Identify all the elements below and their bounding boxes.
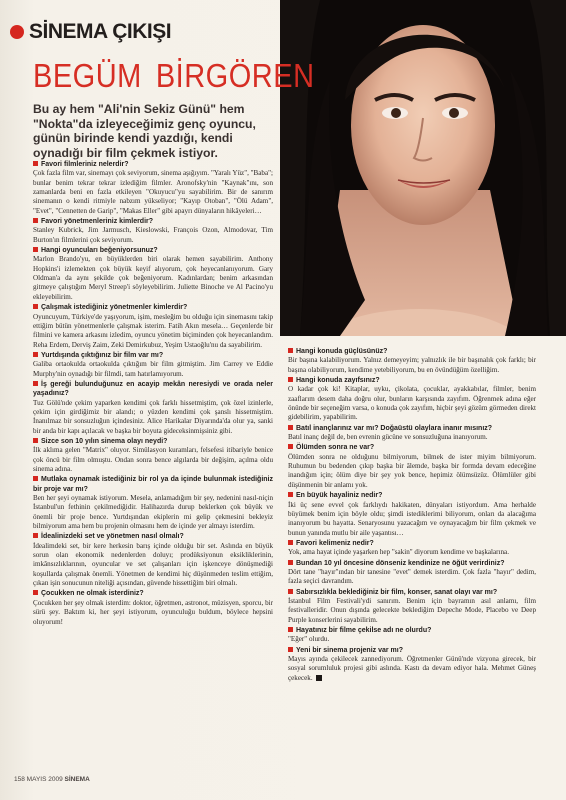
page-number: 158	[14, 776, 25, 783]
left-column	[33, 159, 273, 627]
answer: Oyuncuyum, Türkiye'de yaşıyorum, işim, mesleğim bu olduğu için sinemasını takip ettiğim bütün yönetmenlerle çalışmak isterim. Fatih Akın mesela… Geçenlerde bir filmini ve kamera arkasını izledim, oyuncu yönetim biçiminden çok heyecanlandım. Reha Erdem, Derviş Zaim, Zeki Demirkubuz, Yeşim Ustaoğlu'nu da sayabilirim.	[33, 312, 273, 349]
question: İdealinizdeki set ve yönetmen nasıl olmalı?	[33, 532, 273, 541]
magazine-name: SİNEMA	[64, 776, 90, 783]
last-name: BİRGÖREN	[155, 58, 315, 95]
question: Favori filmleriniz nelerdir?	[33, 160, 273, 169]
answer: Marlon Brando'yu, en büyüklerden biri olarak hemen sayabilirim. Anthony Hopkins'i izlemekten çok büyük keyif alıyorum, çok heyecanlanıyorum. Gary Oldman'a da aynı şekilde çok beğeniyorum. Kadınlardan; benim arkasından gitmeye çalıştığım Meryl Streep'i söyleyebilirim. Juliette Binoche ve Al Pacino'yu ekleyebilirim.	[33, 255, 273, 301]
answer: Tuz Gölü'nde çekim yaparken kendimi çok farklı hissetmiştim, çok özel izinlerle, çekim için girdiğimiz bir alandı; o yüzden kendimi çok şanslı hissetmiştim. İnanılmaz bir sonsuzluğun içindesiniz. Alice Harikalar Diyarında'da olur ya, sanki bir anda bir kapı açılacak ve başka bir boyuta gideceksinmişsiniz gibi.	[33, 398, 273, 435]
question: Hangi konuda zayıfsınız?	[288, 376, 536, 385]
answer: O kadar çok ki! Kitaplar, uyku, çikolata, çocuklar, ayakkabılar, filmler, benim zaaflarım desem daha doğru olur, bunların karşısında zayıfım. Öğrenmek adına eğer önünde bir seçeneğim varsa, o konuda çok zayıfım, hiçbir şeyi gözüm görmeden direkt gidebilirim, yapabilirim.	[288, 385, 536, 422]
question: Çocukken ne olmak isterdiniz?	[33, 589, 273, 598]
answer: Ben her şeyi oynamak istiyorum. Mesela, anlamadığım bir şey, nedenini nasıl-niçin İstanbul'un fethinin çekilmediğidir. Halihazırda durup beklerken çok büyük ve önemli bir proje bence. Yurtdışından ekiplerin mi gelip çekmesini bekleyiz bilmiyorum ama hem bu projenin olmasını hem de içinde yer almayı isterdim.	[33, 494, 273, 531]
intro-paragraph: Bu ay hem "Ali'nin Sekiz Günü" hem "Nokta"da izleyeceğimiz genç oyuncu, günün birinde kendi yazdığı, kendi oynadığı bir film çekmek istiyor.	[33, 102, 256, 160]
question: Hayatınız bir filme çekilse adı ne olurdu?	[288, 626, 536, 635]
question: Mutlaka oynamak istediğiniz bir rol ya da içinde bulunmak istediğiniz bir proje var mı?	[33, 476, 273, 493]
question: Batıl inançlarınız var mı? Doğaüstü olaylara inanır mısınız?	[288, 424, 536, 433]
answer: "Eğer" olurdu.	[288, 635, 330, 644]
first-name: BEGÜM	[33, 58, 142, 95]
issue-date: MAYIS 2009	[26, 776, 63, 783]
question: Sabırsızlıkla beklediğiniz bir film, konser, sanat olayı var mı?	[288, 588, 536, 597]
answer: Yok, ama hayat içinde yaşarken hep "sakin" diyorum kendime ve başkalarına.	[288, 548, 509, 557]
end-of-article-icon	[316, 675, 322, 681]
answer: Batıl inanç değil de, ben evrenin gücüne ve sonsuzluğuna inanıyorum.	[288, 433, 488, 442]
answer: Mayıs ayında çekilecek zannediyorum. Öğretmenler Günü'nde vizyona girecek, bir sosyal sorumluluk projesi gibi aslında. Kastı da devam ediyor hala. Mehmet Güneş çekecek.	[288, 655, 536, 682]
question: Sizce son 10 yılın sinema olayı neydi?	[33, 437, 273, 446]
answer: İdealimdeki set, bir kere herkesin barış içinde olduğu bir set. Aslında en büyük sorun olan ekonomik nedenlerden doluyı; prodüksiyonun eksikliklerinin, imkânsızlıklarının, oyuncular ve set çalışanları için işkenceye dönüşmediği koşullarda çalışmak önemli. Yönetmen de kendimi hiç düşünmeden teslim ettiğim, çıkan işin sonucunun niteliği açısından, güvende hissettiğim biri olmalı.	[33, 541, 273, 588]
question: Çalışmak istediğiniz yönetmenler kimlerdir?	[33, 303, 273, 312]
red-dot-icon	[10, 25, 24, 39]
answer: İki üç sene evvel çok farklıydı hakikaten, dünyaları istiyordum. Ama herhalde büyümek benim için böyle oldu; şimdi istediklerimi biliyorum, onları da alacağıma inanıyorum bu hayatta. Senaryosunu yazacağım ve oynayacağım bir film çekmek ve bunun yanında mutlu bir aile yaşantısı…	[288, 500, 536, 537]
answer: Bir başına kalabiliyorum. Yalnız demeyeyim; yalnızlık ile bir başınalık çok farklı; bir başına olabiliyorum, kendime yetebiliyorum, bu en övündüğüm özelliğim.	[288, 356, 536, 374]
question: Hangi konuda güçlüsünüz?	[288, 347, 536, 356]
answer: Dört tane "hayır"ından bir tanesine "evet" demek isterdim. Çok fazla "hayır" dedim, fazla seçici davrandım.	[288, 567, 536, 586]
page-footer	[14, 776, 90, 783]
answer: Galiba ortaokulda ortaokulda çıktığım bir film gitmiştim. Jim Carrey ve Eddie Murphy'nin oynadığı bir filmdi, tam hatırlamıyorum.	[33, 360, 273, 378]
section-title: SİNEMA ÇIKIŞI	[29, 20, 172, 43]
answer: İstanbul Film Festivali'ydi sanırım. Benim için bayramın asıl anlamı, film festivalleridir. Onun dışında gelecekte beklediğim Depeche Mode, Placebo ve Deep Purple konserlerini sayabilirim.	[288, 596, 536, 624]
question: Favori yönetmenleriniz kimlerdir?	[33, 217, 273, 226]
question: İş gereği bulunduğunuz en acayip mekân neresiydi ve orada neler yaşadınız?	[33, 380, 273, 398]
portrait-illustration	[280, 0, 566, 336]
question: Bundan 10 yıl öncesine dönseniz kendinize ne öğüt verirdiniz?	[288, 559, 536, 568]
question: En büyük hayaliniz nedir?	[288, 491, 536, 500]
question: Favori kelimeniz nedir?	[288, 539, 536, 548]
question: Hangi oyuncuları beğeniyorsunuz?	[33, 246, 273, 255]
question: Yurtdışında çıktığınız bir film var mı?	[33, 351, 273, 360]
answer: Ölümden sonra ne olduğunu bilmiyorum, bilmek de ister miyim bilmiyorum. Ruhumun bu bedenden çıkıp başka bir âlemde, başka bir formda devam edeceğine inandığım için; ölüm diye bir şey yok bence, hepimiz ölümsüzüz. Ölümlüler gibi düşünmenin bir anlamı yok.	[288, 452, 536, 489]
answer: Stanley Kubrick, Jim Jarmusch, Kieslowski, François Ozon, Almodovar, Tim Burton'ın filmlerini çok seviyorum.	[33, 226, 273, 244]
question: Yeni bir sinema projeniz var mı?	[288, 646, 536, 655]
answer: İlk aklıma gelen "Matrix" oluyor. Simülasyon kuramları, felsefesi itibariyle benice çok öncü bir film olmuştu. Ondan sonra bence algılarda bir değişim, açılma oldu sinema adına.	[33, 446, 273, 473]
interviewee-name	[33, 58, 329, 96]
answer: Çocukken her şey olmak isterdim: doktor, öğretmen, astronot, müzisyen, sporcu, bir sürü şey. Baktım ki, her şeyi istiyorum, oyunculuğu buldum, böylece hepsini oluyorum!	[33, 598, 273, 626]
portrait-photo	[280, 0, 566, 336]
question: Ölümden sonra ne var?	[288, 443, 536, 452]
right-column	[288, 346, 536, 683]
answer: Çok fazla film var, sinemayı çok seviyorum, sinema aşığıyım. "Yaralı Yüz", "Baba"; bunlar benim tekrar tekrar izlediğim filmler. Aronofsky'nin "Kaynak"ını, son zamanlarda beni en fazla etkileyen "Okuyucu"yu sayabilirim. Bir de sanırım sinemanın o kendi ritmiyle nabzım yükseliyor; "Kayıp Otoban", "Ölü Adam", "Evet", "Cennetten de Garip", "Makas Eller" gibi apayrı dünyaların hikâyeleri…	[33, 169, 273, 215]
section-rubric	[10, 20, 171, 44]
